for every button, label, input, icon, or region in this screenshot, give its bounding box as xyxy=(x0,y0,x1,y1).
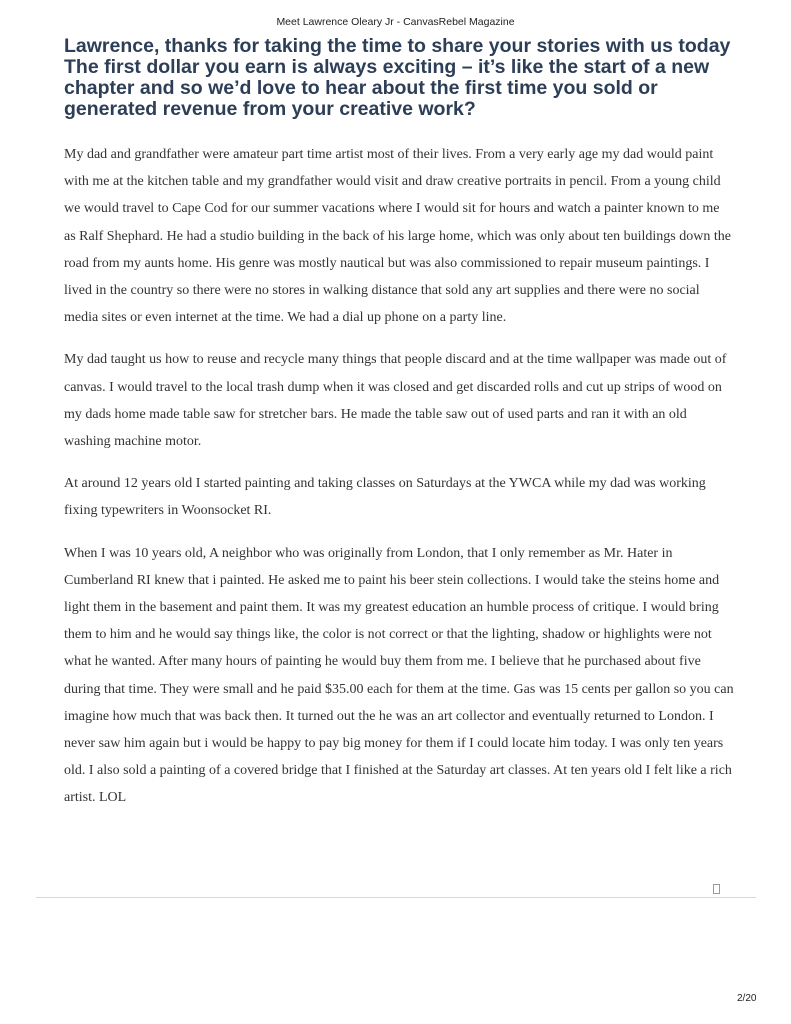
interview-question-heading: Lawrence, thanks for taking the time to share your stories with us today The first dollar you earn is always exciting – it’s like the start of a new chapter and so we’d love to hear about the first time you sold or generated revenue from your creative work? xyxy=(64,35,731,120)
article-paragraph: My dad taught us how to reuse and recycle many things that people discard and at the time wallpaper was made out of canvas. I would travel to the local trash dump when it was closed and get discarded rolls and cut up strips of wood on my dads home made table saw for stretcher bars. He made the table saw out of used parts and ran it with an old washing machine motor. xyxy=(64,352,727,450)
article-body xyxy=(64,141,734,827)
article-paragraph: When I was 10 years old, A neighbor who was originally from London, that I only remember as Mr. Hater in Cumberland RI knew that i painted. He asked me to paint his beer stein collections. I would take the steins home and light them in the basement and paint them. It was my greatest education an humble process of critique. I would bring them to him and he would say things like, the color is not correct or that the lighting, shadow or highlights were not what he wanted. After many hours of painting he would buy them from me. I believe that he purchased about five during that time. They were small and he paid $35.00 each for them at the time. Gas was 15 cents per gallon so you can imagine how much that was back then. It turned out the he was an art collector and eventually returned to London. I never saw him again but i would be happy to pay big money for them if I could locate him today. I was only ten years old. I also sold a painting of a covered bridge that I finished at the Saturday art classes. At ten years old I felt like a rich artist. LOL xyxy=(64,545,734,806)
page-header-title: Meet Lawrence Oleary Jr - CanvasRebel Magazine xyxy=(276,16,515,28)
article-paragraph: At around 12 years old I started painting and taking classes on Saturdays at the YWCA while my dad was working fixing typewriters in Woonsocket RI. xyxy=(64,476,706,519)
article-paragraph: My dad and grandfather were amateur part time artist most of their lives. From a very early age my dad would paint with me at the kitchen table and my grandfather would visit and draw creative portraits in pencil. From a young child we would travel to Cape Cod for our summer vacations where I would sit for hours and watch a painter known to me as Ralf Shephard. He had a studio building in the back of his large home, which was only about ten buildings down the road from my aunts home. His genre was mostly nautical but was also commissioned to repair museum paintings. I lived in the country so there were no stores in walking distance that sold any art supplies and there were no social media sites or even internet at the time. We had a dial up phone on a party line. xyxy=(64,147,731,326)
section-divider xyxy=(36,897,756,898)
placeholder-glyph-icon xyxy=(713,884,720,894)
page-number: 2/20 xyxy=(737,993,757,1004)
